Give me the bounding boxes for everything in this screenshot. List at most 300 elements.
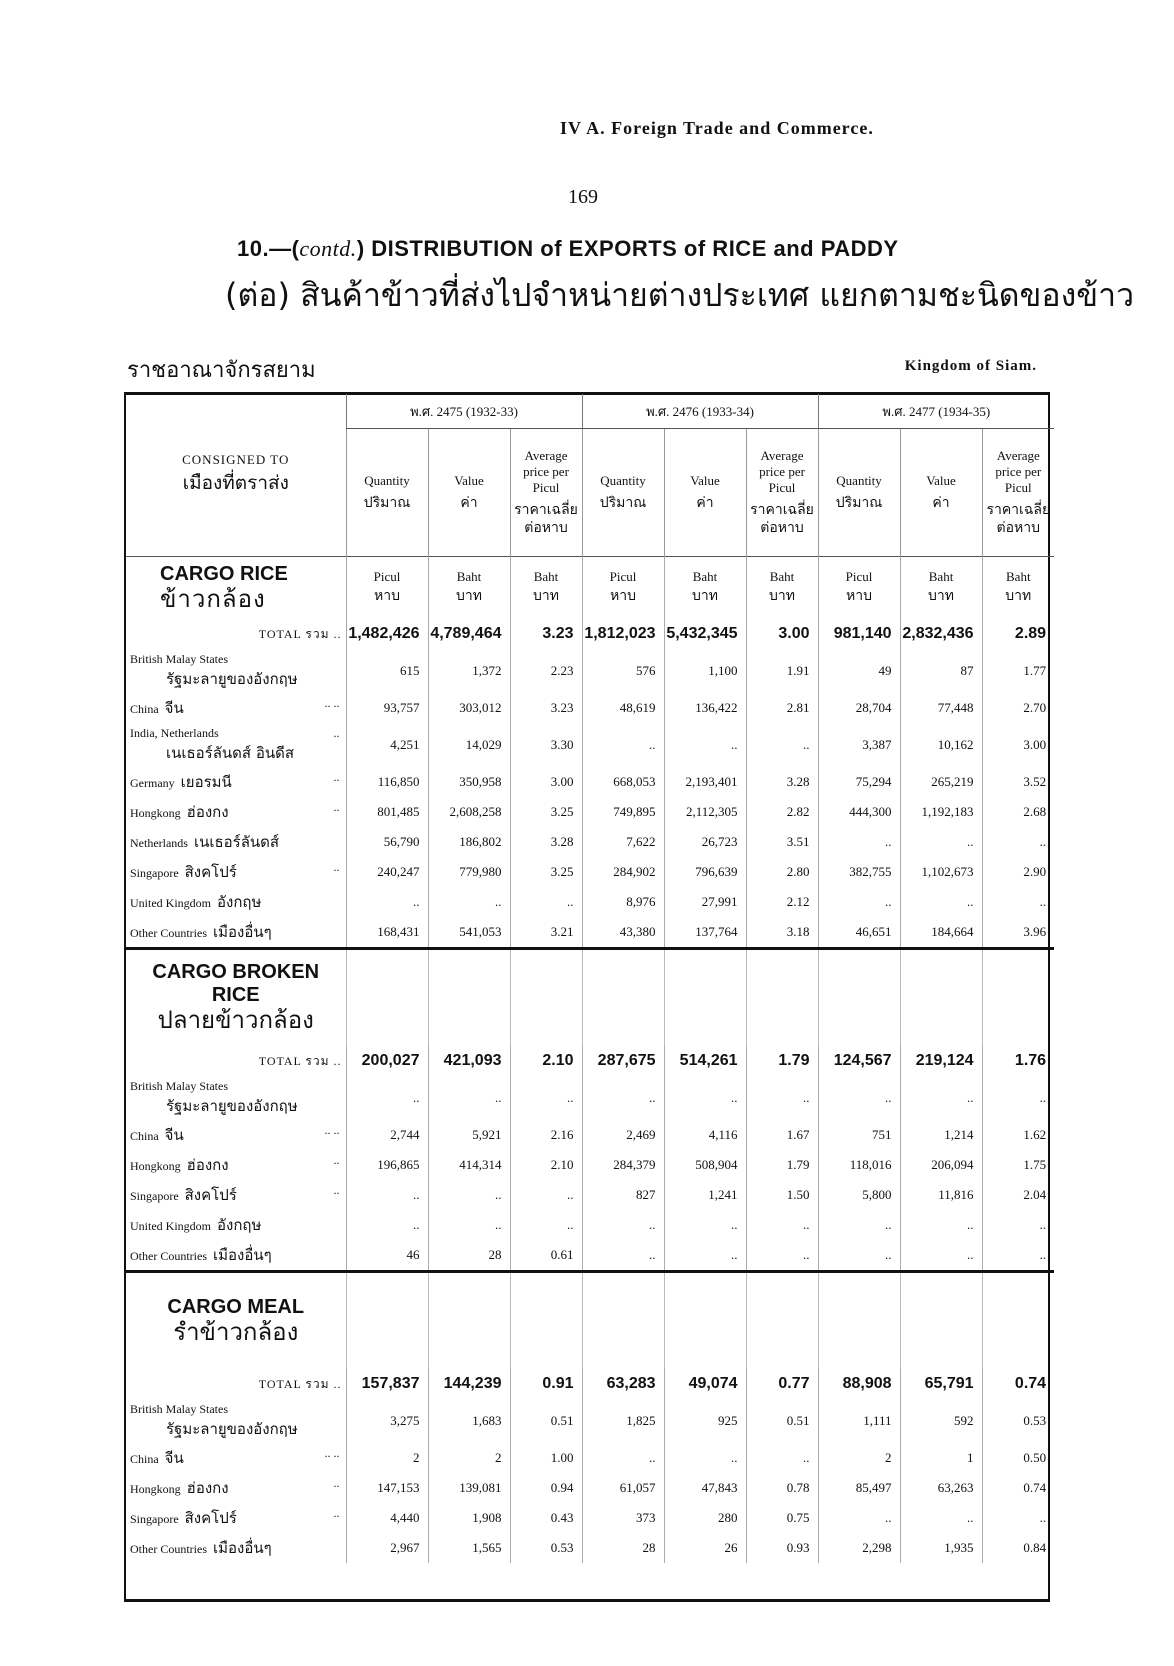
quantity-header-th: ปริมาณ (599, 494, 647, 511)
cell-value: 1,683 (428, 1399, 510, 1443)
title-main: ) DISTRIBUTION of EXPORTS of RICE and PADDY (356, 236, 899, 261)
cell-value: 3.51 (746, 827, 818, 857)
total-value: 1,482,426 (346, 619, 428, 649)
country-name (126, 1443, 346, 1473)
cell-value: .. (900, 827, 982, 857)
country-name-th: ฮ่องกง (186, 1479, 229, 1497)
cell-value: 284,902 (582, 857, 664, 887)
cell-value: 118,016 (818, 1150, 900, 1180)
cell-value: .. (428, 1076, 510, 1120)
cell-value: .. (982, 1076, 1054, 1120)
cell-value: 592 (900, 1399, 982, 1443)
total-value: 0.74 (982, 1369, 1054, 1399)
cell-value: 3.00 (982, 723, 1054, 767)
cell-value: 1,372 (428, 649, 510, 693)
cell-value: 2,469 (582, 1120, 664, 1150)
country-name-en: Singapore (130, 1189, 179, 1203)
country-name-en: Singapore (130, 866, 179, 880)
total-label: TOTAL รวม .. (258, 626, 342, 641)
country-name-th: เมืองอื่นๆ (213, 1539, 272, 1557)
empty-cell (982, 950, 1054, 1046)
cell-value: 7,622 (582, 827, 664, 857)
country-name-en: Other Countries (130, 1249, 207, 1263)
country-name (126, 797, 346, 827)
cell-value: 1.62 (982, 1120, 1054, 1150)
cell-value: .. (664, 1076, 746, 1120)
avg-price-header (510, 429, 582, 557)
cell-value: 5,800 (818, 1180, 900, 1210)
table-row (126, 1076, 1054, 1120)
empty-cell (818, 1273, 900, 1369)
cell-value: 2.82 (746, 797, 818, 827)
country-name (126, 1399, 346, 1443)
cell-value: .. (900, 1076, 982, 1120)
cell-value: 43,380 (582, 917, 664, 949)
cell-value: 3.18 (746, 917, 818, 949)
country-name-en: India, Netherlands (130, 725, 219, 740)
total-value: 219,124 (900, 1046, 982, 1076)
cell-value: 14,029 (428, 723, 510, 767)
cell-value: 3.23 (510, 693, 582, 723)
section-label-th: ข้าวกล้อง (160, 584, 266, 613)
cell-value: .. (900, 1503, 982, 1533)
quantity-header (582, 429, 664, 557)
table-row (126, 767, 1054, 797)
empty-cell (582, 950, 664, 1046)
unit-th: หาบ (374, 588, 400, 604)
unit-en: Picul (373, 569, 401, 584)
cell-value: 0.43 (510, 1503, 582, 1533)
cell-value: 541,053 (428, 917, 510, 949)
country-name-th: เมืองอื่นๆ (213, 923, 272, 941)
cell-value: 2 (346, 1443, 428, 1473)
leader-dots: .. (333, 800, 340, 814)
unit-label (746, 557, 818, 620)
cell-value: 1,825 (582, 1399, 664, 1443)
table-row (126, 1150, 1054, 1180)
country-name-th: จีน (164, 699, 184, 717)
cell-value: 0.51 (746, 1399, 818, 1443)
unit-label (664, 557, 746, 620)
cell-value: 56,790 (346, 827, 428, 857)
cell-value: 3,387 (818, 723, 900, 767)
total-value: 3.23 (510, 619, 582, 649)
country-name (126, 649, 346, 693)
cell-value: 1,214 (900, 1120, 982, 1150)
table-row (126, 1399, 1054, 1443)
quantity-header-th: ปริมาณ (363, 494, 411, 511)
cell-value: 2,608,258 (428, 797, 510, 827)
total-value: 0.77 (746, 1369, 818, 1399)
country-name-th: อังกฤษ (217, 893, 262, 911)
cell-value: 0.53 (982, 1399, 1054, 1443)
cell-value: 63,263 (900, 1473, 982, 1503)
unit-label (818, 557, 900, 620)
cell-value: 615 (346, 649, 428, 693)
cell-value: 3.96 (982, 917, 1054, 949)
leader-dots: .. (333, 1153, 340, 1167)
cell-value: .. (346, 1180, 428, 1210)
leader-dots: .. (333, 1183, 340, 1197)
cell-value: 2.16 (510, 1120, 582, 1150)
empty-cell (664, 1273, 746, 1369)
total-value: 1.76 (982, 1046, 1054, 1076)
cell-value: 49 (818, 649, 900, 693)
total-value: 65,791 (900, 1369, 982, 1399)
unit-label (982, 557, 1054, 620)
cell-value: 26 (664, 1533, 746, 1563)
cell-value: 1.50 (746, 1180, 818, 1210)
country-label: Kingdom of Siam. (904, 358, 1037, 374)
cell-value: 2 (428, 1443, 510, 1473)
cell-value: 1.67 (746, 1120, 818, 1150)
exports-table (126, 394, 1054, 1563)
section-heading-row (126, 1273, 1054, 1369)
empty-cell (428, 950, 510, 1046)
country-name (126, 693, 346, 723)
title-contd: contd. (299, 236, 357, 261)
cell-value: 206,094 (900, 1150, 982, 1180)
empty-cell (510, 950, 582, 1046)
total-row (126, 619, 1054, 649)
cell-value: 2,112,305 (664, 797, 746, 827)
consigned-en: CONSIGNED TO (182, 452, 290, 467)
cell-value: 26,723 (664, 827, 746, 857)
leader-dots: .. .. (324, 1123, 340, 1137)
avg-price-header-en: Average price per Picul (995, 447, 1042, 496)
cell-value: 28,704 (818, 693, 900, 723)
cell-value: 2,298 (818, 1533, 900, 1563)
cell-value: 444,300 (818, 797, 900, 827)
cell-value: 751 (818, 1120, 900, 1150)
cell-value: 0.78 (746, 1473, 818, 1503)
cell-value: 2.68 (982, 797, 1054, 827)
cell-value: 1,100 (664, 649, 746, 693)
year-header: พ.ศ. 2475 (1932-33) (346, 394, 582, 429)
empty-cell (746, 1273, 818, 1369)
country-name-th: จีน (164, 1449, 184, 1467)
cell-value: .. (746, 1210, 818, 1240)
cell-value: .. (664, 1443, 746, 1473)
table-row (126, 1473, 1054, 1503)
country-name-th: สิงคโปร์ (184, 863, 237, 881)
unit-en: Baht (692, 569, 718, 584)
cell-value: 1.91 (746, 649, 818, 693)
value-header-th: ค่า (932, 494, 950, 511)
section-heading: IV A. Foreign Trade and Commerce. (560, 118, 874, 138)
cell-value: .. (746, 1443, 818, 1473)
country-name (126, 1180, 346, 1210)
cell-value: 4,440 (346, 1503, 428, 1533)
cell-value: 27,991 (664, 887, 746, 917)
cell-value: 0.51 (510, 1399, 582, 1443)
quantity-header (818, 429, 900, 557)
cell-value: 196,865 (346, 1150, 428, 1180)
unit-en: Baht (456, 569, 482, 584)
country-name-th: เนเธอร์ลันดส์ (193, 833, 280, 851)
cell-value: 137,764 (664, 917, 746, 949)
unit-th: บาท (456, 588, 482, 604)
unit-th: บาท (692, 588, 718, 604)
cell-value: .. (818, 827, 900, 857)
section-label (126, 1273, 346, 1369)
country-name (126, 1210, 346, 1240)
cell-value: 2.12 (746, 887, 818, 917)
cell-value: 2.81 (746, 693, 818, 723)
cell-value: 1.75 (982, 1150, 1054, 1180)
cell-value: 280 (664, 1503, 746, 1533)
cell-value: .. (746, 1240, 818, 1272)
unit-en: Baht (1006, 569, 1031, 584)
cell-value: 2,967 (346, 1533, 428, 1563)
country-name-th: เมืองอื่นๆ (213, 1246, 272, 1264)
unit-th: หาบ (610, 588, 636, 604)
year-header: พ.ศ. 2476 (1933-34) (582, 394, 818, 429)
cell-value: .. (982, 1503, 1054, 1533)
table-row (126, 917, 1054, 949)
cell-value: .. (510, 1076, 582, 1120)
total-value: 3.00 (746, 619, 818, 649)
cell-value: .. (428, 1210, 510, 1240)
cell-value: 48,619 (582, 693, 664, 723)
cell-value: 0.50 (982, 1443, 1054, 1473)
section-heading-row (126, 950, 1054, 1046)
cell-value: 508,904 (664, 1150, 746, 1180)
cell-value: 284,379 (582, 1150, 664, 1180)
unit-label (510, 557, 582, 620)
cell-value: 1,241 (664, 1180, 746, 1210)
total-value: 63,283 (582, 1369, 664, 1399)
avg-price-header (746, 429, 818, 557)
total-value: 4,789,464 (428, 619, 510, 649)
unit-th: บาท (1005, 588, 1032, 604)
cell-value: 136,422 (664, 693, 746, 723)
quantity-header-en: Quantity (600, 472, 646, 488)
unit-label (582, 557, 664, 620)
cell-value: 75,294 (818, 767, 900, 797)
cell-value: 350,958 (428, 767, 510, 797)
section-label-en: CARGO RICE (160, 562, 288, 585)
cell-value: 186,802 (428, 827, 510, 857)
country-name-en: United Kingdom (130, 1219, 211, 1233)
cell-value: 3.25 (510, 857, 582, 887)
cell-value: 116,850 (346, 767, 428, 797)
title-prefix: 10.—( (237, 236, 300, 261)
country-name-en: British Malay States (130, 1078, 228, 1093)
section-label (126, 950, 346, 1046)
country-name-th: เยอรมนี (180, 773, 232, 791)
quantity-header-en: Quantity (836, 472, 882, 488)
table-row (126, 1180, 1054, 1210)
cell-value: .. (818, 1076, 900, 1120)
cell-value: 0.53 (510, 1533, 582, 1563)
country-name-en: Other Countries (130, 926, 207, 940)
cell-value: 0.74 (982, 1473, 1054, 1503)
cell-value: 0.93 (746, 1533, 818, 1563)
cell-value: 47,843 (664, 1473, 746, 1503)
cell-value: .. (982, 887, 1054, 917)
empty-cell (818, 950, 900, 1046)
total-value: 2,832,436 (900, 619, 982, 649)
avg-price-header-th: ราคาเฉลี่ยต่อหาบ (750, 502, 814, 536)
country-name-en: China (130, 1129, 159, 1143)
country-name (126, 1240, 346, 1272)
cell-value: .. (746, 1076, 818, 1120)
empty-cell (346, 1273, 428, 1369)
total-value: 88,908 (818, 1369, 900, 1399)
cell-value: 668,053 (582, 767, 664, 797)
cell-value: .. (510, 887, 582, 917)
value-header-en: Value (454, 472, 484, 488)
country-name-th: ฮ่องกง (186, 1156, 229, 1174)
country-name (126, 1150, 346, 1180)
total-value: 200,027 (346, 1046, 428, 1076)
cell-value: 3.28 (746, 767, 818, 797)
page-number: 169 (568, 186, 598, 208)
cell-value: 1,565 (428, 1533, 510, 1563)
avg-price-header-en: Average price per Picul (759, 447, 805, 496)
country-name (126, 1533, 346, 1563)
table-row (126, 797, 1054, 827)
table-row (126, 1240, 1054, 1272)
empty-cell (346, 950, 428, 1046)
cell-value: 87 (900, 649, 982, 693)
empty-cell (582, 1273, 664, 1369)
cell-value: 2.23 (510, 649, 582, 693)
cell-value: 303,012 (428, 693, 510, 723)
cell-value: 93,757 (346, 693, 428, 723)
unit-th: บาท (769, 588, 796, 604)
country-name-en: Hongkong (130, 1482, 181, 1496)
country-name-en: United Kingdom (130, 896, 211, 910)
quantity-header (346, 429, 428, 557)
empty-cell (664, 950, 746, 1046)
cell-value: 139,081 (428, 1473, 510, 1503)
total-value: 157,837 (346, 1369, 428, 1399)
table-row (126, 1503, 1054, 1533)
cell-value: .. (346, 1210, 428, 1240)
cell-value: 2.10 (510, 1150, 582, 1180)
cell-value: 3,275 (346, 1399, 428, 1443)
cell-value: .. (582, 1443, 664, 1473)
country-name-en: China (130, 702, 159, 716)
country-name-th: เนเธอร์ลันดส์ อินดีส (166, 743, 294, 762)
country-name (126, 1076, 346, 1120)
cell-value: .. (510, 1210, 582, 1240)
cell-value: 382,755 (818, 857, 900, 887)
total-value: 124,567 (818, 1046, 900, 1076)
cell-value: 85,497 (818, 1473, 900, 1503)
country-name-th: สิงคโปร์ (184, 1186, 237, 1204)
cell-value: 0.94 (510, 1473, 582, 1503)
cell-value: 1,192,183 (900, 797, 982, 827)
cell-value: 1,102,673 (900, 857, 982, 887)
country-name (126, 1120, 346, 1150)
value-header-en: Value (926, 472, 956, 488)
cell-value: 3.52 (982, 767, 1054, 797)
country-name (126, 1473, 346, 1503)
country-name (126, 723, 346, 767)
leader-dots: .. (333, 725, 340, 740)
country-name-th: จีน (164, 1126, 184, 1144)
cell-value: .. (818, 1503, 900, 1533)
cell-value: 2 (818, 1443, 900, 1473)
country-label-thai: ราชอาณาจักรสยาม (127, 358, 316, 383)
cell-value: .. (582, 1076, 664, 1120)
unit-en: Baht (928, 569, 954, 584)
unit-label (346, 557, 428, 620)
cell-value: 3.28 (510, 827, 582, 857)
quantity-header-th: ปริมาณ (835, 494, 883, 511)
total-value: 1,812,023 (582, 619, 664, 649)
cell-value: 0.61 (510, 1240, 582, 1272)
table-title-thai: (ต่อ) สินค้าข้าวที่ส่งไปจำหน่ายต่างประเทศ แยกตามชะนิดของข้าว (225, 276, 1135, 314)
table-row (126, 827, 1054, 857)
cell-value: 3.00 (510, 767, 582, 797)
quantity-header-en: Quantity (364, 472, 410, 488)
table-row (126, 723, 1054, 767)
total-value: 2.89 (982, 619, 1054, 649)
unit-en: Picul (609, 569, 637, 584)
cell-value: 10,162 (900, 723, 982, 767)
cell-value: .. (346, 887, 428, 917)
empty-cell (510, 1273, 582, 1369)
cell-value: .. (582, 1240, 664, 1272)
table-row (126, 1120, 1054, 1150)
cell-value: 1,908 (428, 1503, 510, 1533)
cell-value: 265,219 (900, 767, 982, 797)
cell-value: 147,153 (346, 1473, 428, 1503)
cell-value: 28 (582, 1533, 664, 1563)
total-label: TOTAL รวม .. (258, 1053, 342, 1068)
country-name-en: Germany (130, 776, 175, 790)
unit-en: Picul (845, 569, 873, 584)
cell-value: .. (664, 1240, 746, 1272)
empty-cell (428, 1273, 510, 1369)
cell-value: .. (900, 887, 982, 917)
cell-value: 2,193,401 (664, 767, 746, 797)
cell-value: 46 (346, 1240, 428, 1272)
cell-value: .. (582, 723, 664, 767)
table-title (237, 236, 899, 262)
cell-value: 240,247 (346, 857, 428, 887)
cell-value: 168,431 (346, 917, 428, 949)
value-header (900, 429, 982, 557)
cell-value: 801,485 (346, 797, 428, 827)
avg-price-header-th: ราคาเฉลี่ยต่อหาบ (514, 502, 578, 536)
country-name-en: British Malay States (130, 651, 228, 666)
cell-value: 28 (428, 1240, 510, 1272)
avg-price-header-th: ราคาเฉลี่ยต่อหาบ (986, 502, 1051, 536)
section-label-en: CARGO BROKEN RICE (152, 961, 320, 1007)
country-name-th: อังกฤษ (217, 1216, 262, 1234)
country-name-en: British Malay States (130, 1401, 228, 1416)
total-value: 0.91 (510, 1369, 582, 1399)
cell-value: 61,057 (582, 1473, 664, 1503)
value-header (428, 429, 510, 557)
value-header-th: ค่า (696, 494, 714, 511)
cell-value: 2.04 (982, 1180, 1054, 1210)
country-name (126, 827, 346, 857)
country-name (126, 1503, 346, 1533)
cell-value: .. (664, 1210, 746, 1240)
cell-value: 77,448 (900, 693, 982, 723)
cell-value: 414,314 (428, 1150, 510, 1180)
cell-value: 8,976 (582, 887, 664, 917)
cell-value: 5,921 (428, 1120, 510, 1150)
unit-th: บาท (928, 588, 955, 604)
table-row (126, 1443, 1054, 1473)
